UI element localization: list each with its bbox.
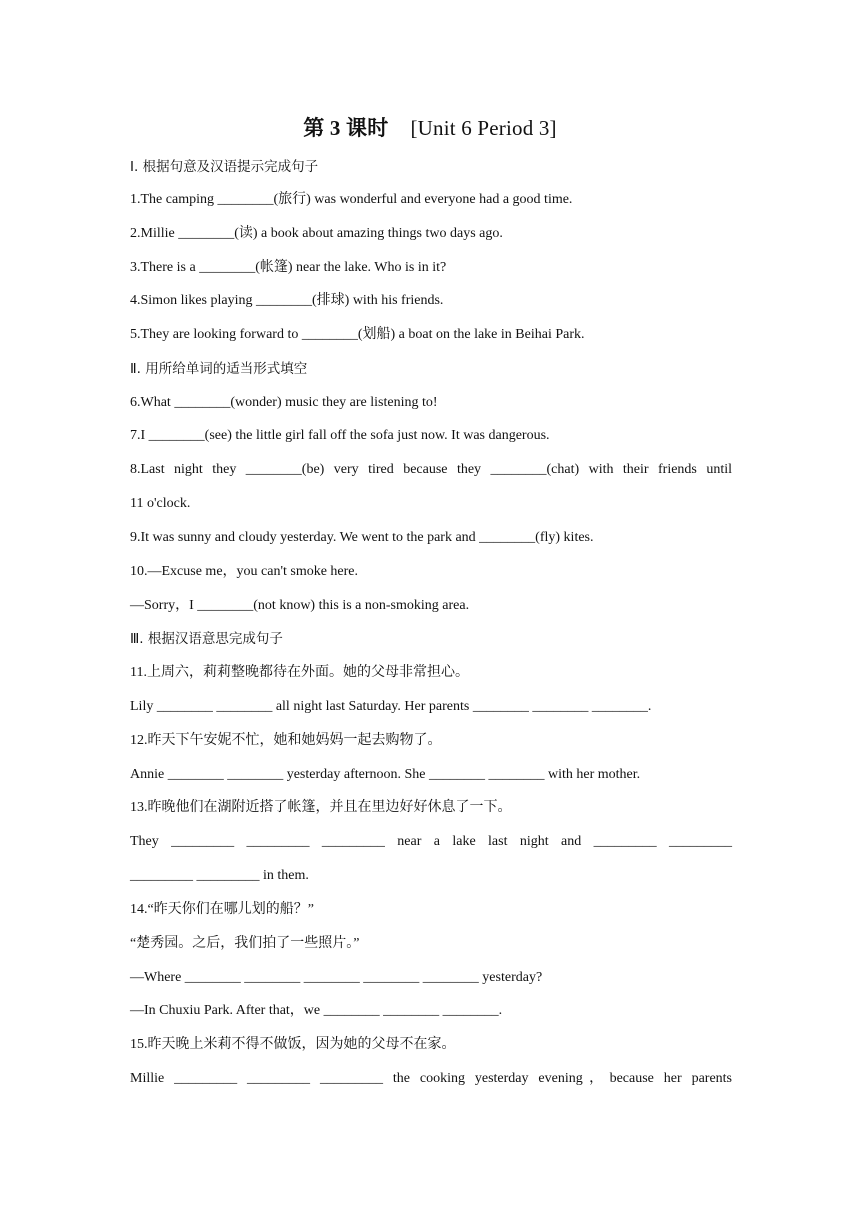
section-heading: Ⅱ. 用所给单词的适当形式填空	[130, 361, 308, 377]
exercise-line: _________ _________ in them.	[130, 868, 309, 883]
exercise-line: “楚秀园。之后，我们拍了一些照片。”	[130, 936, 360, 951]
exercise-line: Annie ________ ________ yesterday afternoon. She ________ ________ with her mother.	[130, 767, 641, 782]
exercise-line: 5.They are looking forward to ________(划船) a boat on the lake in Beihai Park.	[130, 327, 585, 342]
exercise-line: 1.The camping ________(旅行) was wonderful and everyone had a good time.	[130, 192, 573, 207]
exercise-line: Millie _________ _________ _________ the cooking yesterday evening，because her parents	[130, 1071, 732, 1086]
title-chinese: 第 3 课时	[303, 116, 389, 140]
exercise-line: 9.It was sunny and cloudy yesterday. We went to the park and ________(fly) kites.	[130, 530, 594, 545]
section-heading: Ⅲ. 根据汉语意思完成句子	[130, 631, 283, 647]
section-heading: Ⅰ. 根据句意及汉语提示完成句子	[130, 159, 319, 175]
exercise-line: 7.I ________(see) the little girl fall off the sofa just now. It was dangerous.	[130, 428, 550, 443]
exercise-line: 10.—Excuse me，you can't smoke here.	[130, 564, 359, 579]
exercise-line: Lily ________ ________ all night last Saturday. Her parents ________ ________ ________.	[130, 699, 652, 714]
exercise-line: 2.Millie ________(读) a book about amazing things two days ago.	[130, 226, 503, 241]
page-title	[0, 112, 860, 142]
exercise-line: 3.There is a ________(帐篷) near the lake. Who is in it?	[130, 260, 447, 275]
title-english: [Unit 6 Period 3]	[410, 116, 557, 140]
exercise-line: 14.“昨天你们在哪儿划的船？”	[130, 902, 314, 917]
exercise-line: 8.Last night they ________(be) very tired because they ________(chat) with their friends until	[130, 462, 732, 477]
exercise-line: 4.Simon likes playing ________(排球) with his friends.	[130, 293, 444, 308]
exercise-line: 13.昨晚他们在湖附近搭了帐篷，并且在里边好好休息了一下。	[130, 800, 512, 815]
exercise-line: 6.What ________(wonder) music they are listening to!	[130, 395, 438, 410]
exercise-line: —Where ________ ________ ________ ________ ________ yesterday?	[130, 970, 543, 985]
exercise-line: —In Chuxiu Park. After that，we ________ ________ ________.	[130, 1003, 503, 1018]
exercise-line: 11 o'clock.	[130, 496, 191, 511]
exercise-line: —Sorry，I ________(not know) this is a non-smoking area.	[130, 598, 470, 613]
exercise-line: 11.上周六，莉莉整晚都待在外面。她的父母非常担心。	[130, 665, 469, 680]
exercise-line: They _________ _________ _________ near a lake last night and _________ _________	[130, 834, 732, 849]
exercise-line: 15.昨天晚上米莉不得不做饭，因为她的父母不在家。	[130, 1037, 456, 1052]
exercise-line: 12.昨天下午安妮不忙，她和她妈妈一起去购物了。	[130, 733, 442, 748]
